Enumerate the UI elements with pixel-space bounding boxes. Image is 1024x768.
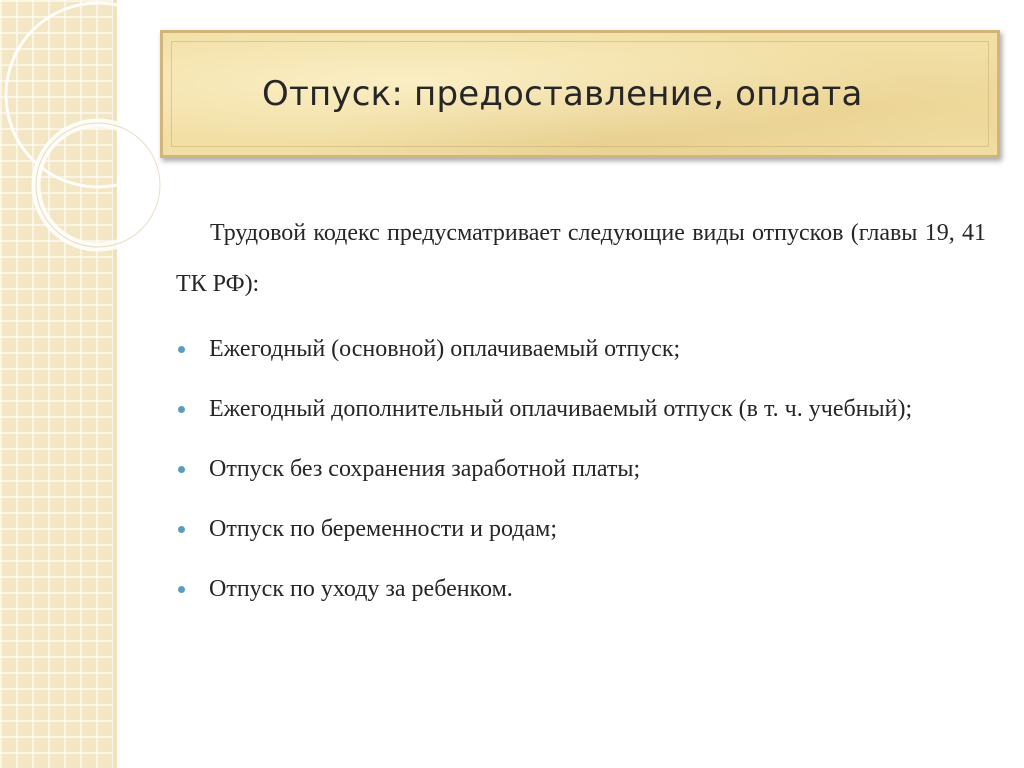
bullet-list [176, 324, 986, 615]
bullet-dot-icon [178, 466, 185, 473]
list-item [176, 384, 986, 435]
list-item [176, 444, 986, 495]
list-item [176, 564, 986, 615]
list-item-text: Отпуск по беременности и родам; [209, 516, 557, 542]
list-item-text: Отпуск без сохранения заработной платы; [209, 456, 641, 482]
list-item [176, 324, 986, 375]
list-item [176, 504, 986, 555]
decorative-circle-small [36, 123, 160, 247]
list-item-text: Ежегодный (основной) оплачиваемый отпуск; [209, 336, 681, 362]
bullet-dot-icon [178, 526, 185, 533]
title-banner [160, 30, 1000, 158]
list-item-text: Ежегодный дополнительный оплачиваемый отпуск (в т. ч. учебный); [209, 396, 913, 422]
page-title: Отпуск: предоставление, оплата [262, 74, 863, 114]
bullet-dot-icon [178, 406, 185, 413]
list-item-text: Отпуск по уходу за ребенком. [209, 576, 513, 602]
intro-paragraph: Трудовой кодекс предусматривает следующие виды отпусков (главы 19, 41 ТК РФ): [176, 220, 986, 297]
slide-body [176, 208, 986, 624]
bullet-dot-icon [178, 586, 185, 593]
bullet-dot-icon [178, 346, 185, 353]
